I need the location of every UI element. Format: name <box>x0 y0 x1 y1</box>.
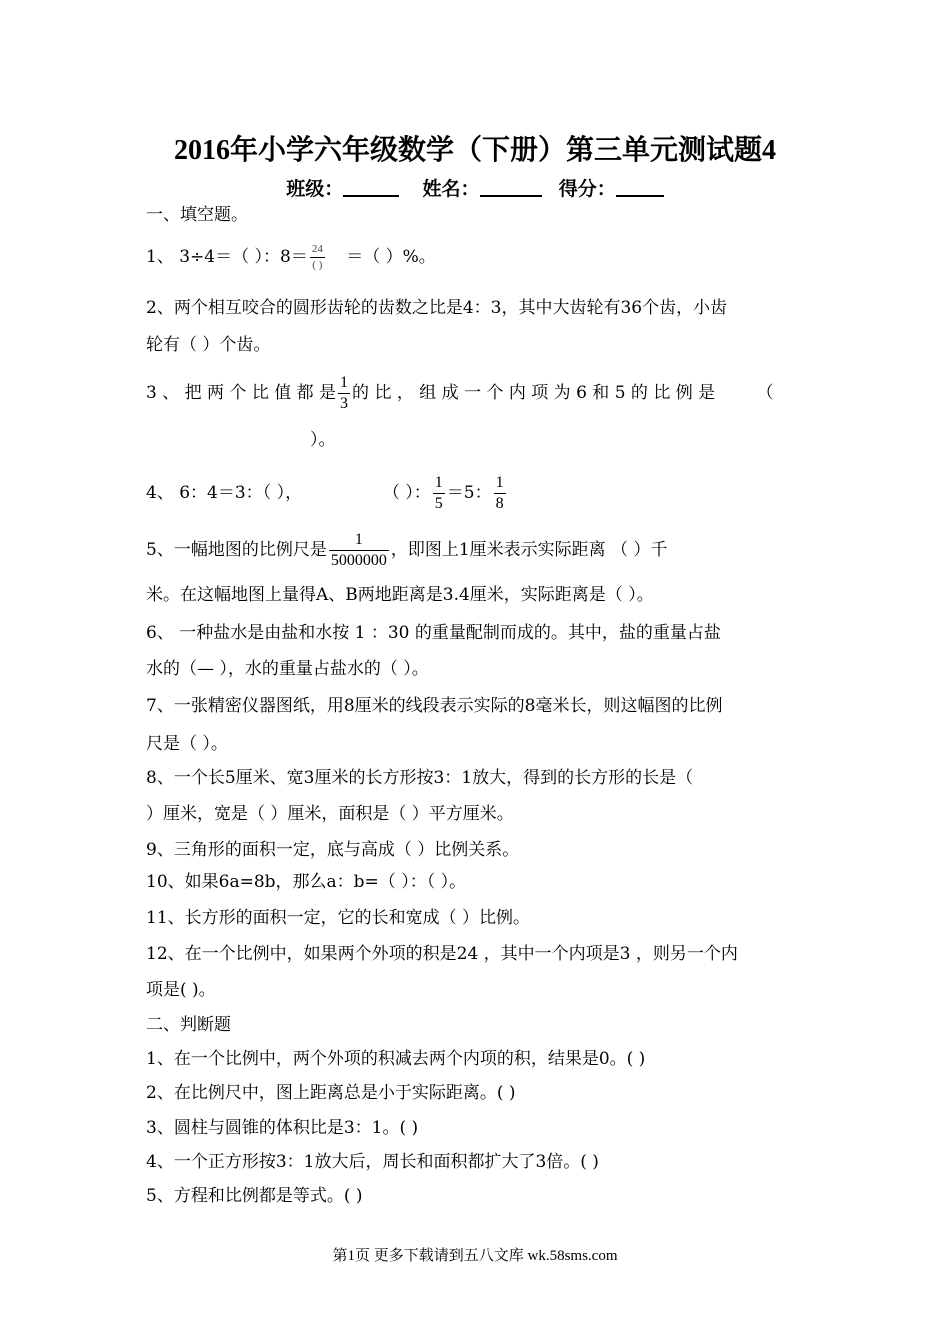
judge-item: 4、一个正方形按3：1放大后，周长和面积都扩大了3倍。( ) <box>146 1152 599 1172</box>
fraction: $\frac{1}{8}$ <box>495 474 504 512</box>
question-5: 5、一幅地图的比例尺是 $\frac{1}{5000000}$ ，即图上1厘米表示实际距离 （ ）千 <box>146 531 668 569</box>
question-8-line-1: 8、一个长5厘米、宽3厘米的长方形按3：1放大，得到的长方形的长是（ <box>146 768 694 788</box>
score-label: 得分： <box>558 178 616 200</box>
judge-item: 3、圆柱与圆锥的体积比是3：1。( ) <box>146 1118 419 1138</box>
question-5-line-2: 米。在这幅地图上量得A、B两地距离是3.4厘米，实际距离是（ ）。 <box>146 585 654 605</box>
question-3-line-2: ）。 <box>310 430 336 450</box>
question-12-line-1: 12、在一个比例中，如果两个外项的积是24 ，其中一个内项是3 ，则另一个内 <box>146 944 738 964</box>
question-12-line-2: 项是( )。 <box>146 980 216 1000</box>
fraction: $\frac{24}{( )}$ <box>311 243 323 271</box>
question-7-line-2: 尺是（ ）。 <box>146 734 228 754</box>
student-info-line <box>0 174 950 201</box>
class-blank <box>343 177 399 197</box>
question-4: 4、 6：4＝3：（ ）， （ ）： $\frac{1}{5}$ ＝5： $\frac{1}{8}$ <box>146 474 504 512</box>
question-6-line-1: 6、 一种盐水是由盐和水按 1 ：30 的重量配制而成的。其中，盐的重量占盐 <box>146 623 721 643</box>
name-blank <box>480 177 542 197</box>
section2-heading: 二、判断题 <box>146 1015 231 1035</box>
judge-item: 2、在比例尺中，图上距离总是小于实际距离。( ) <box>146 1083 516 1103</box>
question-6-line-2: 水的（— ），水的重量占盐水的（ ）。 <box>146 659 429 679</box>
question-2-line-1: 2、两个相互咬合的圆形齿轮的齿数之比是4：3，其中大齿轮有36个齿，小齿 <box>146 298 728 318</box>
page-footer: 第1页 更多下载请到五八文库 wk.58sms.com <box>332 1248 618 1264</box>
fraction: $\frac{1}{3}$ <box>340 374 349 412</box>
page-title: 2016年小学六年级数学（下册）第三单元测试题4 <box>173 135 776 166</box>
class-label: 班级： <box>286 178 344 200</box>
question-2-line-2: 轮有（ ）个齿。 <box>146 335 271 355</box>
fraction: $\frac{1}{5}$ <box>434 474 443 512</box>
question-11: 11、长方形的面积一定，它的长和宽成（ ）比例。 <box>146 908 531 928</box>
section1-heading: 一、填空题。 <box>146 205 248 225</box>
judge-item: 5、方程和比例都是等式。( ) <box>146 1186 363 1206</box>
score-blank <box>616 177 664 197</box>
name-label: 姓名： <box>422 178 480 200</box>
question-9: 9、三角形的面积一定，底与高成（ ）比例关系。 <box>146 840 520 860</box>
question-7-line-1: 7、一张精密仪器图纸，用8厘米的线段表示实际的8毫米长，则这幅图的比例 <box>146 696 723 716</box>
fraction: $\frac{1}{5000000}$ <box>330 531 387 569</box>
question-10: 10、如果6a=8b，那么a：b=（ ）：（ ）。 <box>146 872 467 892</box>
judge-item: 1、在一个比例中，两个外项的积减去两个内项的积，结果是0。( ) <box>146 1049 646 1069</box>
question-8-line-2: ）厘米，宽是（ ）厘米，面积是（ ）平方厘米。 <box>146 804 514 824</box>
question-3: 3 、 把 两 个 比 值 都 是 $\frac{1}{3}$ 的 比 ， 组 成 一 个 内 项 为 6 和 5 的 比 例 是 （ <box>146 374 774 412</box>
question-1: 1、 3÷4＝（ ）：8＝ $\frac{24}{( )}$ ＝（ ）%。 <box>146 243 436 271</box>
